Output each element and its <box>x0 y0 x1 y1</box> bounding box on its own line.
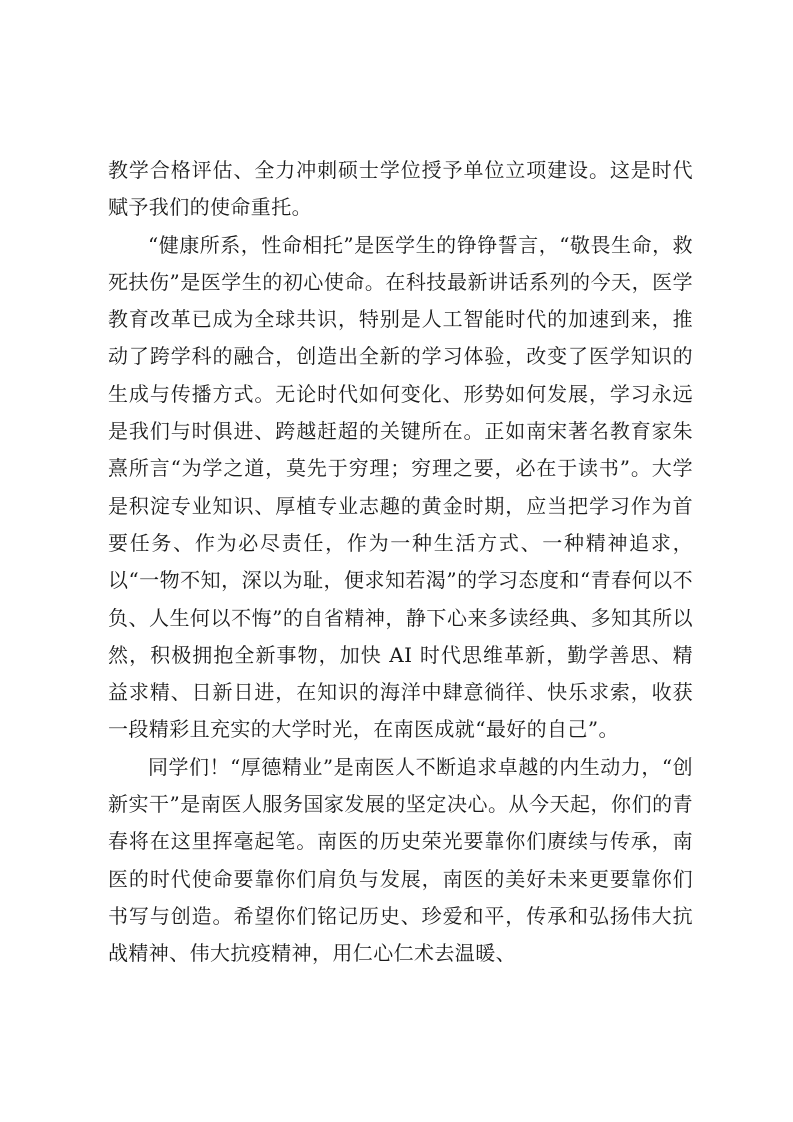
body-text <box>108 152 693 973</box>
paragraph-learning: “健康所系，性命相托”是医学生的铮铮誓言，“敬畏生命，救死扶伤”是医学生的初心使命。在科技最新讲话系列的今天，医学教育改革已成为全球共识，特别是人工智能时代的加速到来，推动了跨学科的融合，创造出全新的学习体验，改变了医学知识的生成与传播方式。无论时代如何变化、形势如何发展，学习永远是我们与时俱进、跨越赶超的关键所在。正如南宋著名教育家朱熹所言“为学之道，莫先于穷理；穷理之要，必在于读书”。大学是积淀专业知识、厚植专业志趣的黄金时期，应当把学习作为首要任务、作为必尽责任，作为一种生活方式、一种精神追求，以“一物不知，深以为耻，便求知若渴”的学习态度和“青春何以不负、人生何以不悔”的自省精神，静下心来多读经典、多知其所以然，积极拥抱全新事物，加快 AI 时代思维革新，勤学善思、精益求精、日新日进，在知识的海洋中肆意徜徉、快乐求索，收获一段精彩且充实的大学时光，在南医成就“最好的自己”。 <box>108 232 693 742</box>
paragraph-students: 同学们！“厚德精业”是南医人不断追求卓越的内生动力，“创新实干”是南医人服务国家发展的坚定决心。从今天起，你们的青春将在这里挥毫起笔。南医的历史荣光要靠你们赓续与传承，南医的时代使命要靠你们肩负与发展，南医的美好未来更要靠你们书写与创造。希望你们铭记历史、珍爱和平，传承和弘扬伟大抗战精神、伟大抗疫精神，用仁心仁术去温暖、 <box>108 754 693 966</box>
paragraph-continuation: 教学合格评估、全力冲刺硕士学位授予单位立项建设。这是时代赋予我们的使命重托。 <box>108 158 693 220</box>
